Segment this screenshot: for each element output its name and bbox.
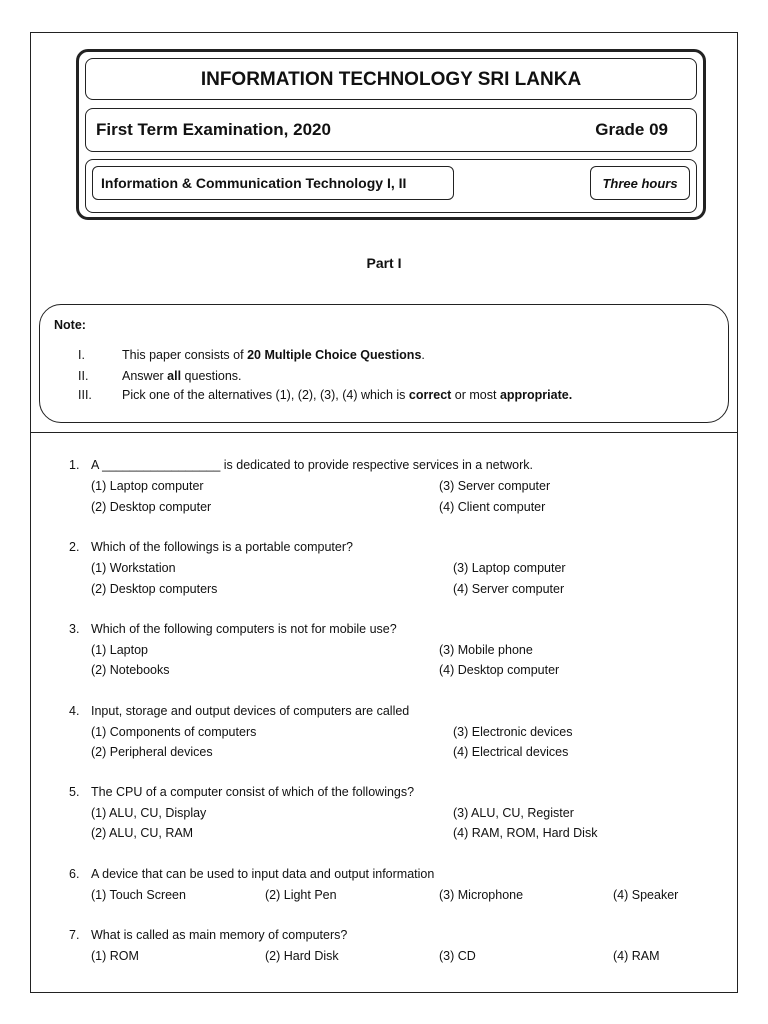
note-item-number: III.: [78, 388, 92, 402]
option[interactable]: (2) Light Pen: [265, 888, 337, 902]
option[interactable]: (1) ALU, CU, Display: [91, 806, 207, 820]
note-item-number: I.: [78, 348, 85, 362]
note-item-bold: correct: [408, 388, 452, 402]
option[interactable]: (4) RAM, ROM, Hard Disk: [453, 826, 598, 840]
note-item: [78, 348, 425, 362]
exam-box: [85, 108, 697, 152]
note-title: Note:: [54, 318, 86, 332]
option[interactable]: (1) Components of computers: [91, 725, 257, 739]
option[interactable]: (4) Server computer: [453, 582, 565, 596]
option[interactable]: (2) Hard Disk: [265, 949, 339, 963]
question-text: A device that can be used to input data and output information: [91, 867, 435, 881]
option[interactable]: (1) Touch Screen: [91, 888, 186, 902]
option[interactable]: (3) Server computer: [439, 479, 551, 493]
question-number: 1.: [69, 458, 80, 472]
note-item-text: questions.: [181, 369, 242, 383]
option[interactable]: (4) Speaker: [613, 888, 679, 902]
option[interactable]: (2) Peripheral devices: [91, 745, 213, 759]
question-number: 6.: [69, 867, 80, 881]
option[interactable]: (2) ALU, CU, RAM: [91, 826, 194, 840]
option[interactable]: (3) Laptop computer: [453, 561, 566, 575]
question-text: Input, storage and output devices of computers are called: [91, 704, 410, 718]
question-text: What is called as main memory of computers?: [91, 928, 348, 942]
exam-page: [30, 32, 738, 993]
note-item-text: Pick one of the alternatives (1), (2), (3), (4) which is: [122, 388, 409, 402]
note-item-text: or most: [451, 388, 500, 402]
title-box: [85, 58, 697, 100]
option[interactable]: (4) Electrical devices: [453, 745, 569, 759]
question-number: 7.: [69, 928, 80, 942]
question-number: 5.: [69, 785, 80, 799]
duration-label: Three hours: [590, 166, 690, 200]
note-item-bold: appropriate.: [499, 388, 573, 402]
note-item-text: This paper consists of: [122, 348, 248, 362]
note-item: [78, 388, 572, 402]
option[interactable]: (2) Desktop computer: [91, 500, 212, 514]
institution-title: INFORMATION TECHNOLOGY SRI LANKA: [200, 69, 582, 90]
note-item-number: II.: [78, 369, 89, 383]
question-number: 2.: [69, 540, 80, 554]
question-number: 3.: [69, 622, 80, 636]
question-text: The CPU of a computer consist of which of the followings?: [91, 785, 415, 799]
option[interactable]: (1) Workstation: [91, 561, 176, 575]
option[interactable]: (2) Desktop computers: [91, 582, 218, 596]
option[interactable]: (4) Desktop computer: [439, 663, 560, 677]
note-item-bold: all: [167, 369, 182, 383]
option[interactable]: (1) Laptop computer: [91, 479, 204, 493]
question-number: 4.: [69, 704, 80, 718]
exam-name: First Term Examination, 2020: [96, 120, 331, 139]
option[interactable]: (3) CD: [439, 949, 476, 963]
part-heading: Part I: [366, 255, 402, 271]
option[interactable]: (1) ROM: [91, 949, 139, 963]
option[interactable]: (4) Client computer: [439, 500, 546, 514]
option[interactable]: (2) Notebooks: [91, 663, 170, 677]
option[interactable]: (3) Electronic devices: [453, 725, 573, 739]
option[interactable]: (3) ALU, CU, Register: [453, 806, 574, 820]
section-divider: [31, 432, 737, 433]
subject-box: [85, 159, 697, 213]
question-text: Which of the followings is a portable computer?: [91, 540, 353, 554]
note-item: [78, 369, 242, 383]
note-box: [39, 304, 729, 423]
subject-name: Information & Communication Technology I, II: [92, 166, 454, 200]
exam-header: [76, 49, 706, 220]
note-item-text: Answer: [122, 369, 168, 383]
option[interactable]: (4) RAM: [613, 949, 660, 963]
note-item-text: .: [421, 348, 425, 362]
option[interactable]: (3) Mobile phone: [439, 643, 533, 657]
option[interactable]: (3) Microphone: [439, 888, 524, 902]
note-item-bold: 20 Multiple Choice Questions: [247, 348, 422, 362]
question-text: Which of the following computers is not for mobile use?: [91, 622, 397, 636]
option[interactable]: (1) Laptop: [91, 643, 148, 657]
grade-label: Grade 09: [595, 120, 668, 139]
question-text: A _________________ is dedicated to provide respective services in a network.: [91, 458, 533, 472]
